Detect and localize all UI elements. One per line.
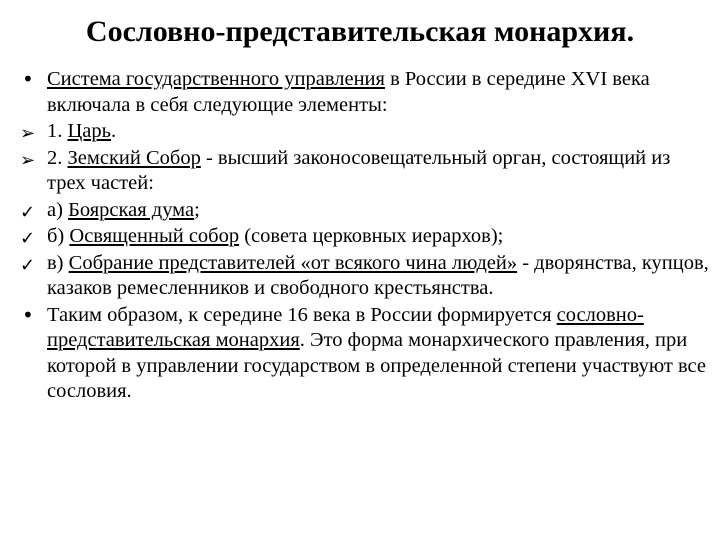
underlined-term: Царь <box>67 120 112 142</box>
bullet-list <box>20 67 710 406</box>
slide-title: Сословно-представительская монархия. <box>85 15 635 48</box>
underlined-term: сословно-представительская монархия <box>47 303 644 351</box>
list-item <box>20 303 710 405</box>
underlined-term: Боярская дума <box>68 198 195 221</box>
item-text: 1. <box>47 120 68 142</box>
item-text: - дворянства, купцов, казаков ремесленников и свободного крестьянства. <box>47 251 709 299</box>
item-text: - высший законосовещательный орган, состоящий из трех частей: <box>47 146 671 194</box>
item-text: в) <box>47 251 69 274</box>
list-item <box>20 224 710 250</box>
item-text: б) <box>47 225 70 247</box>
item-text: . Это форма монархического правления, при которой в управлении государством в определенной степени участвуют все сословия. <box>47 329 706 402</box>
checkmark-icon: ✓ <box>20 228 36 249</box>
list-item <box>20 198 710 224</box>
list-item <box>20 67 710 118</box>
list-item <box>20 119 710 145</box>
arrow-bullet-icon: ➢ <box>20 149 36 171</box>
bullet-icon: • <box>22 302 34 327</box>
checkmark-icon: ✓ <box>20 201 36 223</box>
item-text: а) <box>47 198 69 221</box>
list-item <box>20 251 710 302</box>
underlined-term: Собрание представителей «от всякого чина людей» <box>68 251 518 274</box>
item-text: ; <box>194 198 200 221</box>
list-item <box>20 146 710 197</box>
item-text: 2. <box>47 146 68 169</box>
underlined-term: Земский Собор <box>67 146 201 169</box>
arrow-bullet-icon: ➢ <box>20 123 36 144</box>
item-text: (совета церковных иерархов); <box>239 225 504 247</box>
item-text: в России в середине XVI века включала в себя следующие элементы: <box>47 68 650 116</box>
underlined-term: Освященный собор <box>69 225 240 247</box>
underlined-term: Система государственного управления <box>47 68 385 90</box>
item-text: . <box>111 120 117 142</box>
checkmark-icon: ✓ <box>20 254 36 276</box>
bullet-icon: • <box>22 67 34 91</box>
item-text: Таким образом, к середине 16 века в России формируется <box>47 303 557 326</box>
